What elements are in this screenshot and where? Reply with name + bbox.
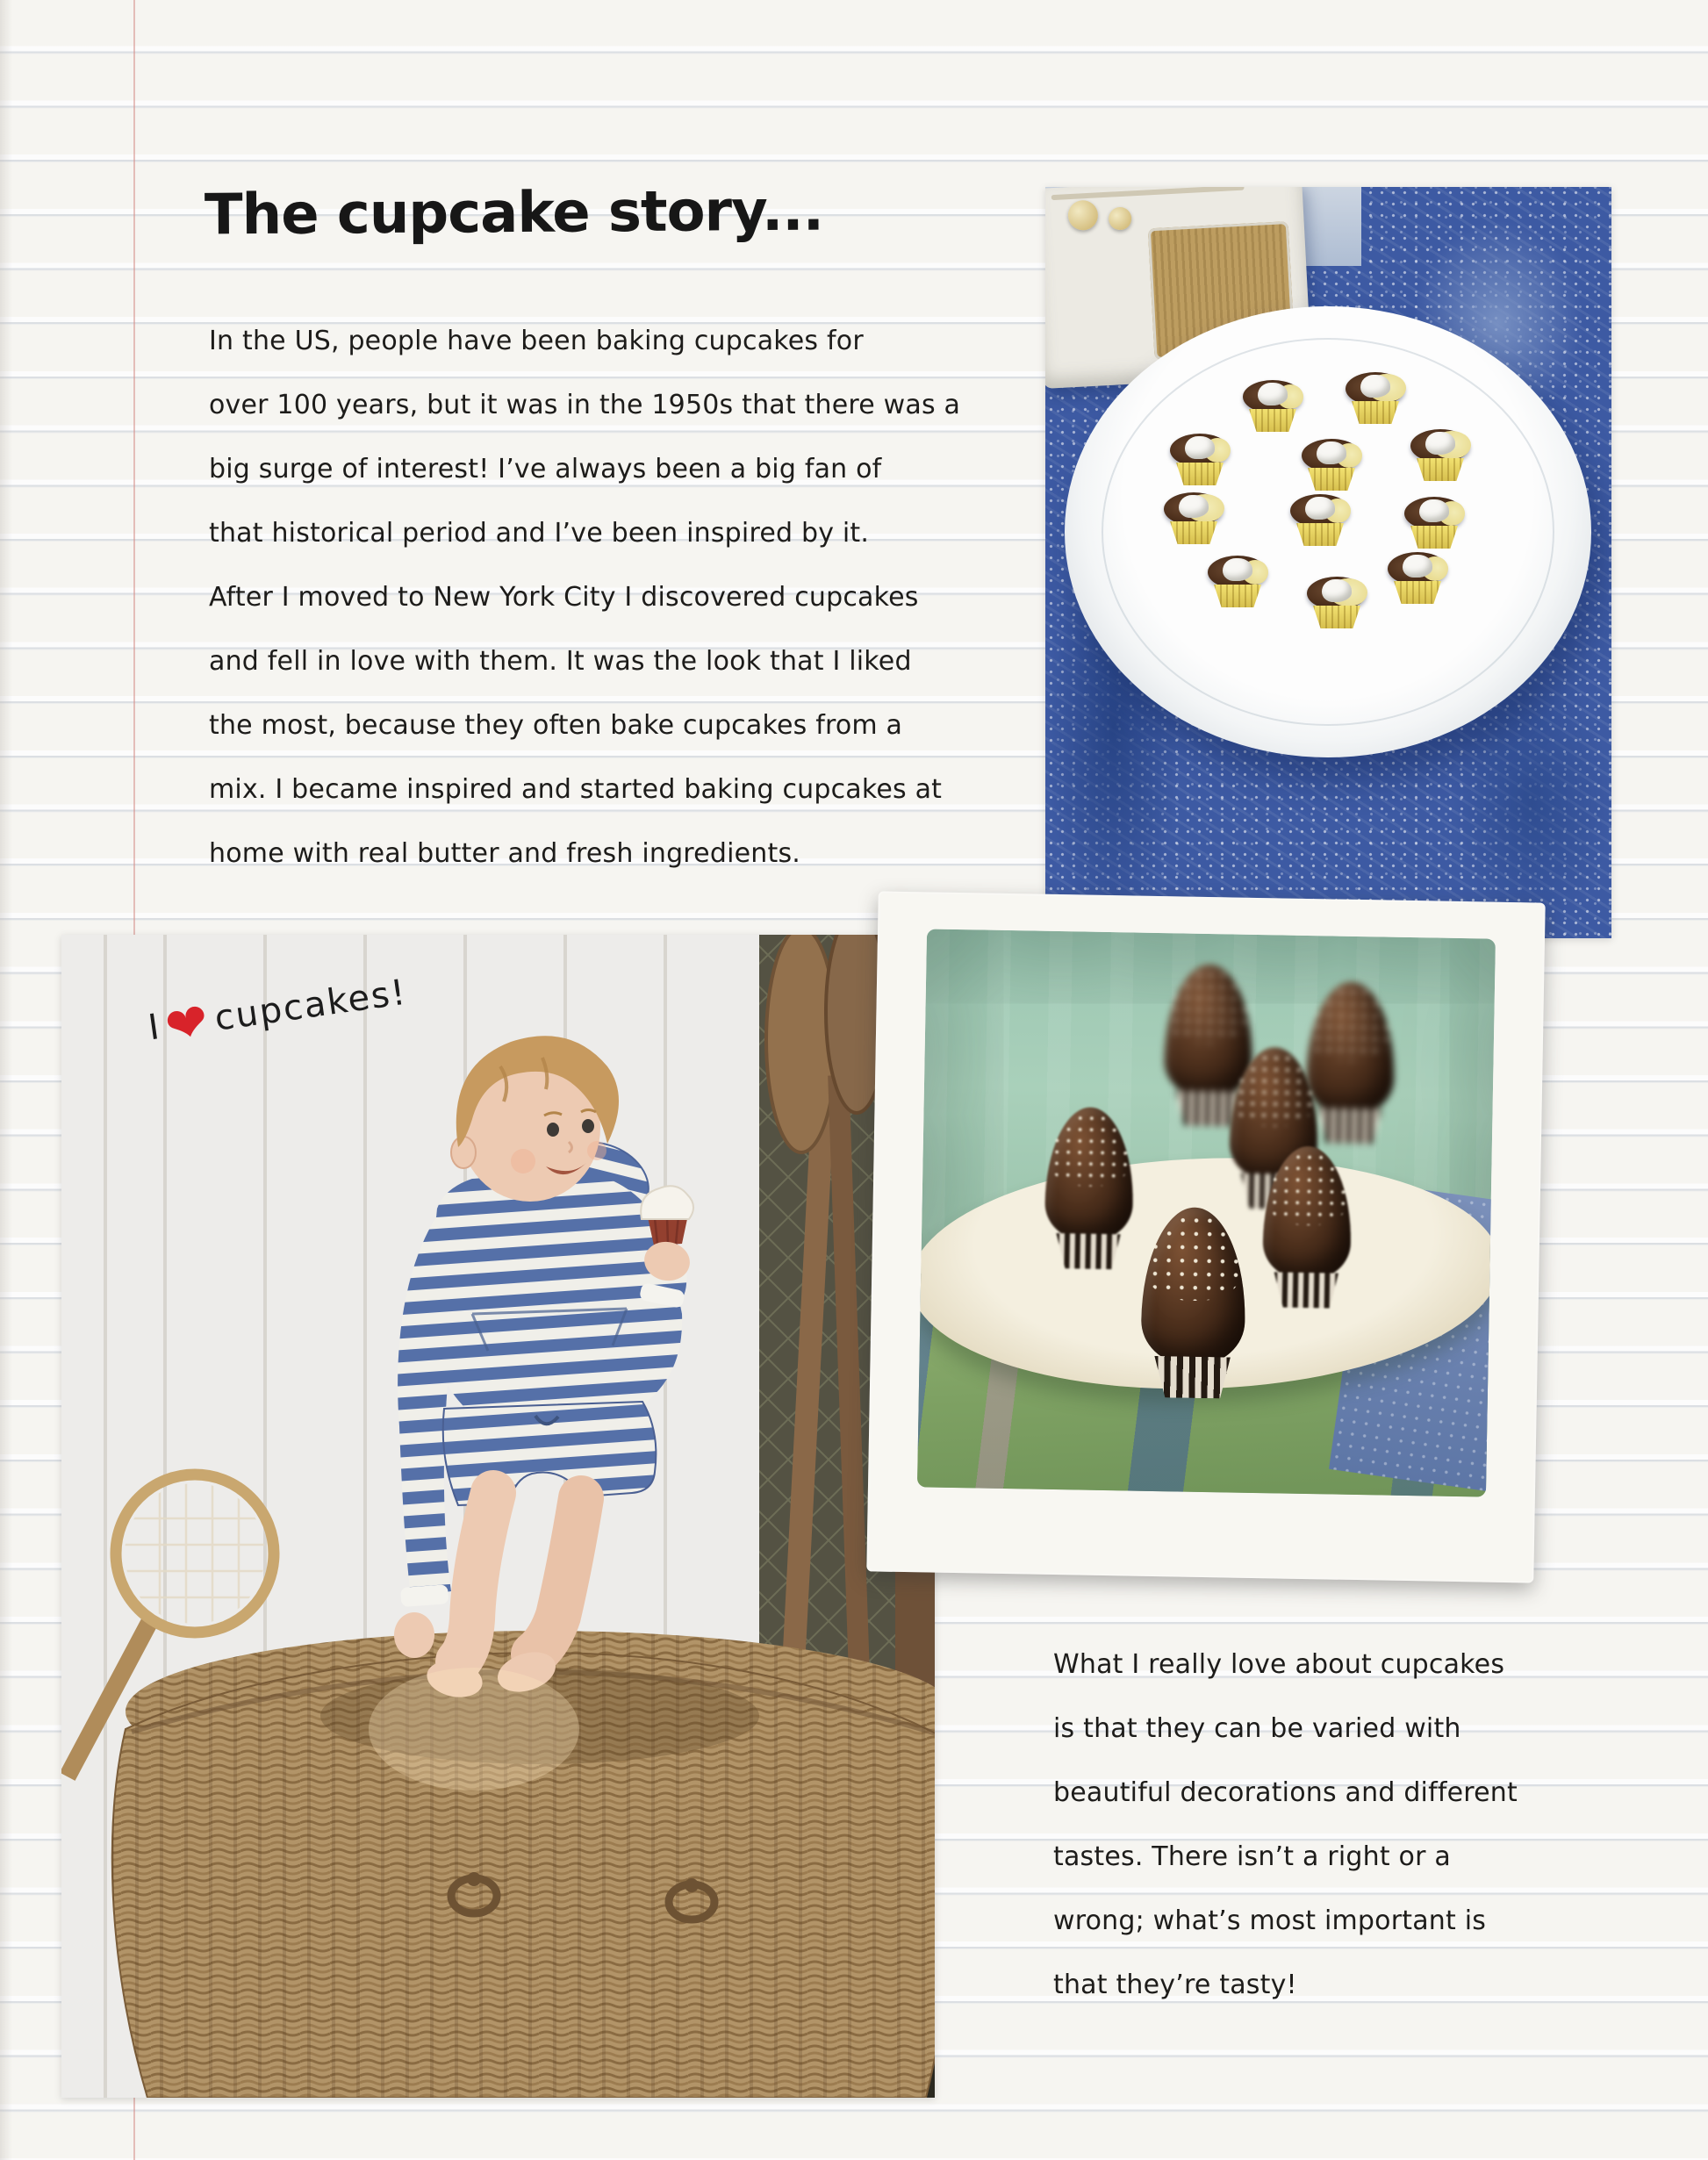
child-on-basket-illustration	[61, 935, 935, 2098]
ear	[451, 1137, 476, 1168]
paragraph-line: that they’re tasty!	[1053, 1970, 1297, 2000]
paragraph-line: and fell in love with them. It was the look that I liked	[209, 646, 912, 677]
mini-cupcake	[1164, 490, 1224, 544]
paragraph-line: over 100 years, but it was in the 1950s that there was a	[209, 390, 961, 420]
eye	[547, 1123, 559, 1137]
radio-handle	[1051, 187, 1245, 200]
annotation-pre: I	[146, 1006, 164, 1049]
annotation-post: cupcakes!	[212, 972, 410, 1039]
paragraph-line: tastes. There isn’t a right or a	[1053, 1841, 1451, 1872]
chocolate-cone-cupcake	[1248, 1145, 1365, 1323]
radio-knob	[1108, 206, 1131, 230]
intro-paragraph	[209, 309, 960, 886]
mini-cupcake	[1410, 427, 1470, 481]
mini-cupcake	[1346, 370, 1405, 424]
mini-cupcake	[1307, 574, 1367, 628]
paragraph-line: After I moved to New York City I discovered cupcakes	[209, 582, 919, 613]
eye	[582, 1119, 594, 1133]
paragraph-line: What I really love about cupcakes	[1053, 1649, 1505, 1680]
paragraph-line: that historical period and I’ve been inspired by it.	[209, 518, 870, 549]
radio-knob	[1067, 199, 1099, 231]
paragraph-line: big surge of interest! I’ve always been a big fan of	[209, 454, 882, 484]
mini-cupcake	[1208, 553, 1267, 607]
paragraph-line: wrong; what’s most important is	[1053, 1905, 1487, 1936]
chocolate-cone-cupcake	[1124, 1206, 1262, 1416]
paragraph-line: is that they can be varied with	[1053, 1713, 1461, 1744]
mini-cupcake	[1302, 436, 1361, 491]
left-hand	[394, 1612, 434, 1658]
outro-paragraph	[1053, 1633, 1518, 2017]
mini-cupcake	[1404, 494, 1464, 549]
paragraph-line: the most, because they often bake cupcakes from a	[209, 710, 903, 741]
polaroid-chocolate-cupcakes	[866, 891, 1545, 1582]
mini-cupcake	[1290, 492, 1350, 546]
photo-mini-cupcake-plate	[1045, 187, 1611, 938]
paragraph-line: beautiful decorations and different	[1053, 1777, 1518, 1808]
photo-child-on-basket	[61, 935, 935, 2098]
paragraph-line: mix. I became inspired and started baking cupcakes at	[209, 774, 943, 805]
paragraph-line: home with real butter and fresh ingredients.	[209, 838, 801, 869]
polaroid-picture	[917, 929, 1496, 1496]
heart-icon: ❤	[159, 989, 217, 1058]
mini-cupcake	[1170, 431, 1230, 485]
mini-cupcake	[1243, 377, 1303, 432]
paragraph-line: In the US, people have been baking cupcakes for	[209, 326, 864, 356]
page-title: The cupcake story...	[204, 178, 824, 248]
mini-cupcake	[1388, 549, 1447, 604]
